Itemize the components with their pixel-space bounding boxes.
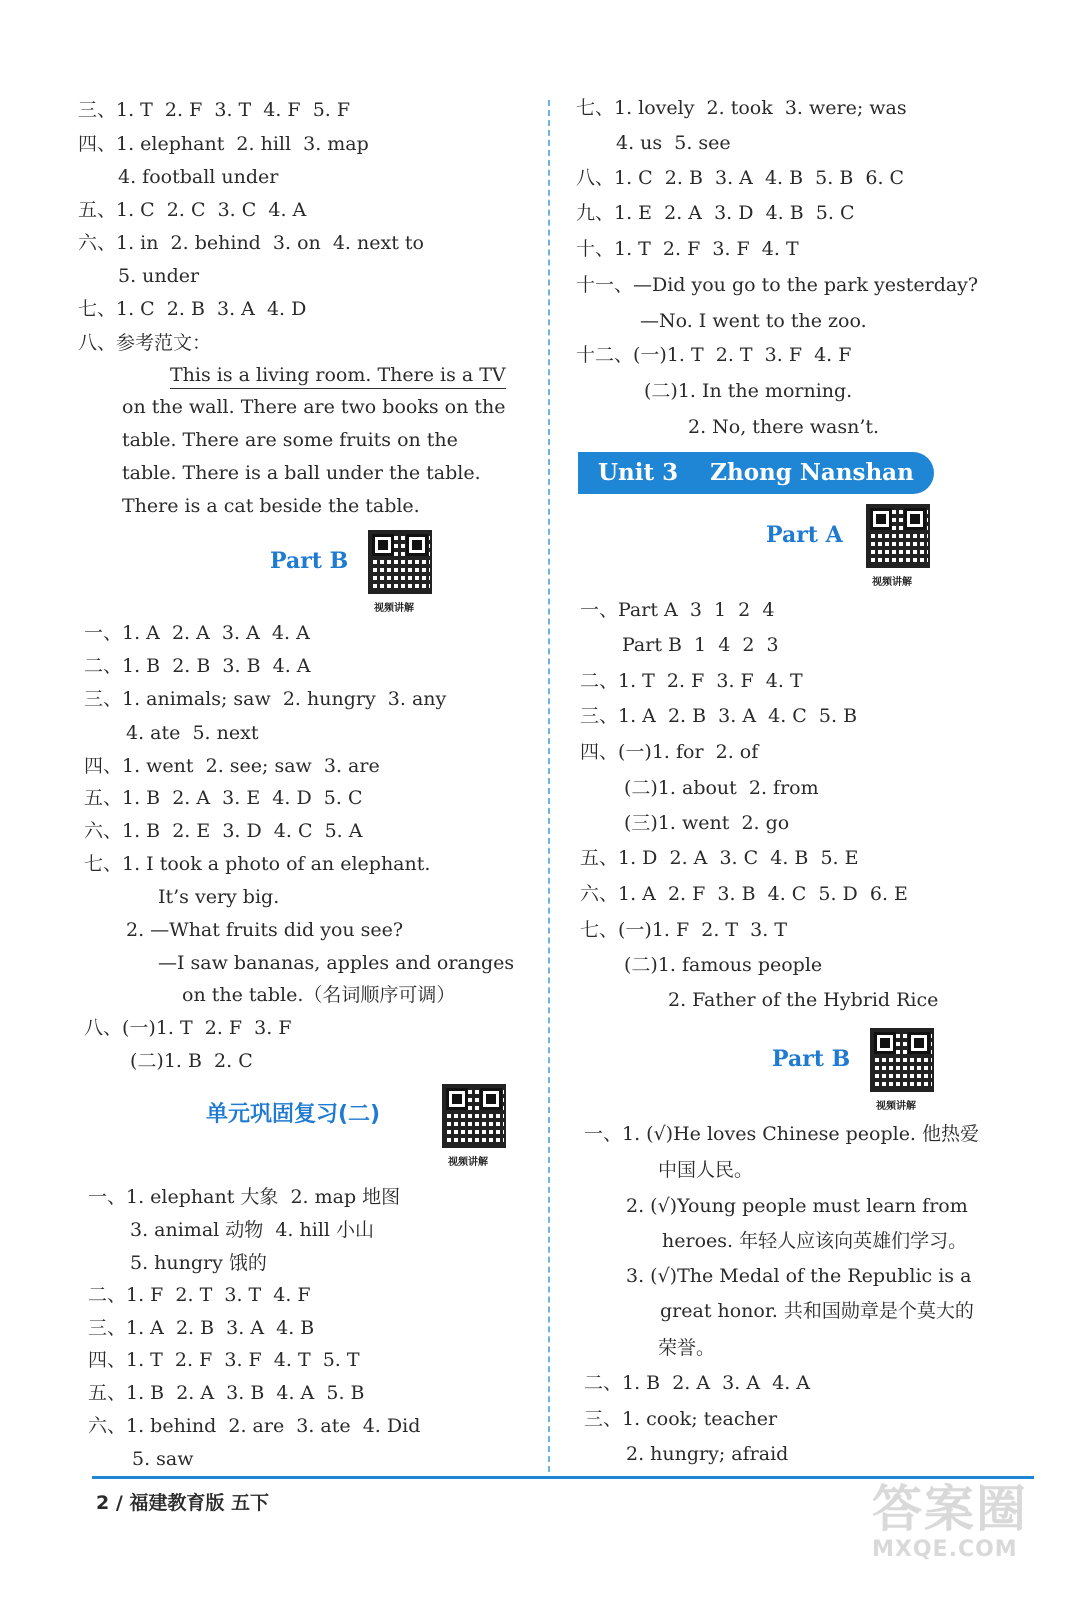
answer-line: 荣誉。 bbox=[658, 1337, 716, 1359]
answer-line: 三、1. T 2. F 3. T 4. F 5. F bbox=[78, 99, 351, 121]
qr-label: 视频讲解 bbox=[876, 1101, 916, 1112]
answer-line: 四、1. T 2. F 3. F 4. T 5. T bbox=[88, 1349, 360, 1371]
answer-line: 二、1. F 2. T 3. T 4. F bbox=[88, 1284, 311, 1306]
answer-line: (二)1. about 2. from bbox=[624, 777, 819, 799]
answer-line: —I saw bananas, apples and oranges bbox=[158, 952, 515, 974]
page-footer: 2 / 福建教育版 五下 bbox=[96, 1492, 270, 1514]
answer-line: 十一、—Did you go to the park yesterday? bbox=[576, 274, 979, 296]
essay-line: This is a living room. There is a TV bbox=[170, 362, 506, 389]
answer-line: (二)1. In the morning. bbox=[644, 380, 853, 402]
answer-line: 六、1. A 2. F 3. B 4. C 5. D 6. E bbox=[580, 883, 908, 905]
unit-banner: Unit 3 Zhong Nanshan bbox=[578, 452, 934, 494]
essay-line: table. There is a ball under the table. bbox=[122, 462, 481, 484]
answer-line: (二)1. famous people bbox=[624, 954, 823, 976]
qr-code-icon[interactable] bbox=[442, 1084, 506, 1148]
answer-line: 六、1. behind 2. are 3. ate 4. Did bbox=[88, 1415, 421, 1437]
answer-line: 4. football under bbox=[118, 166, 279, 188]
answer-line: 七、1. lovely 2. took 3. were; was bbox=[576, 97, 907, 119]
qr-label: 视频讲解 bbox=[448, 1157, 488, 1168]
answer-line: 2. (√)Young people must learn from bbox=[626, 1195, 968, 1217]
answer-line: 八、(一)1. T 2. F 3. F bbox=[84, 1017, 292, 1039]
answer-line: 三、1. A 2. B 3. A 4. C 5. B bbox=[580, 705, 858, 727]
answer-line: 三、1. animals; saw 2. hungry 3. any bbox=[84, 688, 447, 710]
answer-line: 四、1. elephant 2. hill 3. map bbox=[78, 133, 369, 155]
section-title-part-b: Part B bbox=[270, 548, 349, 574]
answer-line: Part B 1 4 2 3 bbox=[622, 634, 779, 656]
answer-line: 2. No, there wasn’t. bbox=[688, 416, 880, 438]
answer-line: 八、1. C 2. B 3. A 4. B 5. B 6. C bbox=[576, 167, 905, 189]
answer-line: 四、1. went 2. see; saw 3. are bbox=[84, 755, 380, 777]
watermark bbox=[872, 1480, 1028, 1562]
answer-line: 一、Part A 3 1 2 4 bbox=[580, 599, 775, 621]
answer-line: (三)1. went 2. go bbox=[624, 812, 790, 834]
answer-line: 2. —What fruits did you see? bbox=[126, 919, 404, 941]
answer-line: 一、1. elephant 大象 2. map 地图 bbox=[88, 1186, 401, 1208]
column-divider bbox=[548, 100, 550, 1472]
answer-line: great honor. 共和国勋章是个莫大的 bbox=[660, 1300, 974, 1322]
answer-line: It’s very big. bbox=[158, 886, 280, 908]
answer-line: on the table.（名词顺序可调） bbox=[182, 984, 456, 1006]
answer-line: 5. under bbox=[118, 265, 200, 287]
watermark-url: MXQE.COM bbox=[872, 1537, 1018, 1562]
answer-line: 六、1. B 2. E 3. D 4. C 5. A bbox=[84, 820, 363, 842]
answer-line: (二)1. B 2. C bbox=[130, 1050, 253, 1072]
answer-line: —No. I went to the zoo. bbox=[640, 310, 867, 332]
essay-line: on the wall. There are two books on the bbox=[122, 396, 506, 418]
answer-line: 七、1. I took a photo of an elephant. bbox=[84, 853, 431, 875]
essay-line: table. There are some fruits on the bbox=[122, 429, 458, 451]
answer-line: 二、1. B 2. B 3. B 4. A bbox=[84, 655, 311, 677]
answer-line: 十、1. T 2. F 3. F 4. T bbox=[576, 238, 799, 260]
qr-code-icon[interactable] bbox=[368, 530, 432, 594]
section-title-part-b: Part B bbox=[772, 1046, 851, 1072]
qr-label: 视频讲解 bbox=[374, 603, 414, 614]
answer-line: heroes. 年轻人应该向英雄们学习。 bbox=[662, 1230, 968, 1252]
answer-line: 二、1. T 2. F 3. F 4. T bbox=[580, 670, 803, 692]
answer-line: 六、1. in 2. behind 3. on 4. next to bbox=[78, 232, 424, 254]
answer-line: 七、1. C 2. B 3. A 4. D bbox=[78, 298, 307, 320]
answer-line: 3. animal 动物 4. hill 小山 bbox=[130, 1219, 375, 1241]
footer-rule bbox=[92, 1476, 1034, 1479]
answer-line: 5. hungry 饿的 bbox=[130, 1252, 267, 1274]
answer-line: 一、1. (√)He loves Chinese people. 他热爱 bbox=[584, 1123, 980, 1145]
answer-line: 5. saw bbox=[132, 1448, 194, 1470]
qr-label: 视频讲解 bbox=[872, 577, 912, 588]
answer-line: 二、1. B 2. A 3. A 4. A bbox=[584, 1372, 811, 1394]
answer-line: 五、1. B 2. A 3. B 4. A 5. B bbox=[88, 1382, 365, 1404]
answer-line: 九、1. E 2. A 3. D 4. B 5. C bbox=[576, 202, 855, 224]
watermark-logo: 答案圈 bbox=[872, 1480, 1028, 1538]
answer-line: 中国人民。 bbox=[658, 1159, 754, 1181]
answer-line: 七、(一)1. F 2. T 3. T bbox=[580, 919, 788, 941]
answer-line: 十二、(一)1. T 2. T 3. F 4. F bbox=[576, 344, 852, 366]
qr-code-icon[interactable] bbox=[870, 1028, 934, 1092]
answer-line: 四、(一)1. for 2. of bbox=[580, 741, 759, 763]
answer-line: 4. ate 5. next bbox=[126, 722, 259, 744]
section-title-part-a: Part A bbox=[766, 522, 843, 548]
answer-line: 五、1. B 2. A 3. E 4. D 5. C bbox=[84, 787, 363, 809]
answer-line: 2. Father of the Hybrid Rice bbox=[668, 989, 939, 1011]
answer-line: 八、参考范文： bbox=[78, 332, 212, 354]
answer-line: 2. hungry; afraid bbox=[626, 1443, 789, 1465]
answer-line: 3. (√)The Medal of the Republic is a bbox=[626, 1265, 972, 1287]
answer-line: 一、1. A 2. A 3. A 4. A bbox=[84, 622, 310, 644]
answer-line: 五、1. D 2. A 3. C 4. B 5. E bbox=[580, 847, 859, 869]
essay-line: There is a cat beside the table. bbox=[122, 495, 420, 517]
answer-line: 4. us 5. see bbox=[616, 132, 731, 154]
qr-code-icon[interactable] bbox=[866, 504, 930, 568]
section-title-review-two: 单元巩固复习(二) bbox=[206, 1102, 381, 1127]
answer-line: 三、1. A 2. B 3. A 4. B bbox=[88, 1317, 315, 1339]
answer-line: 五、1. C 2. C 3. C 4. A bbox=[78, 199, 307, 221]
answer-line: 三、1. cook; teacher bbox=[584, 1408, 778, 1430]
